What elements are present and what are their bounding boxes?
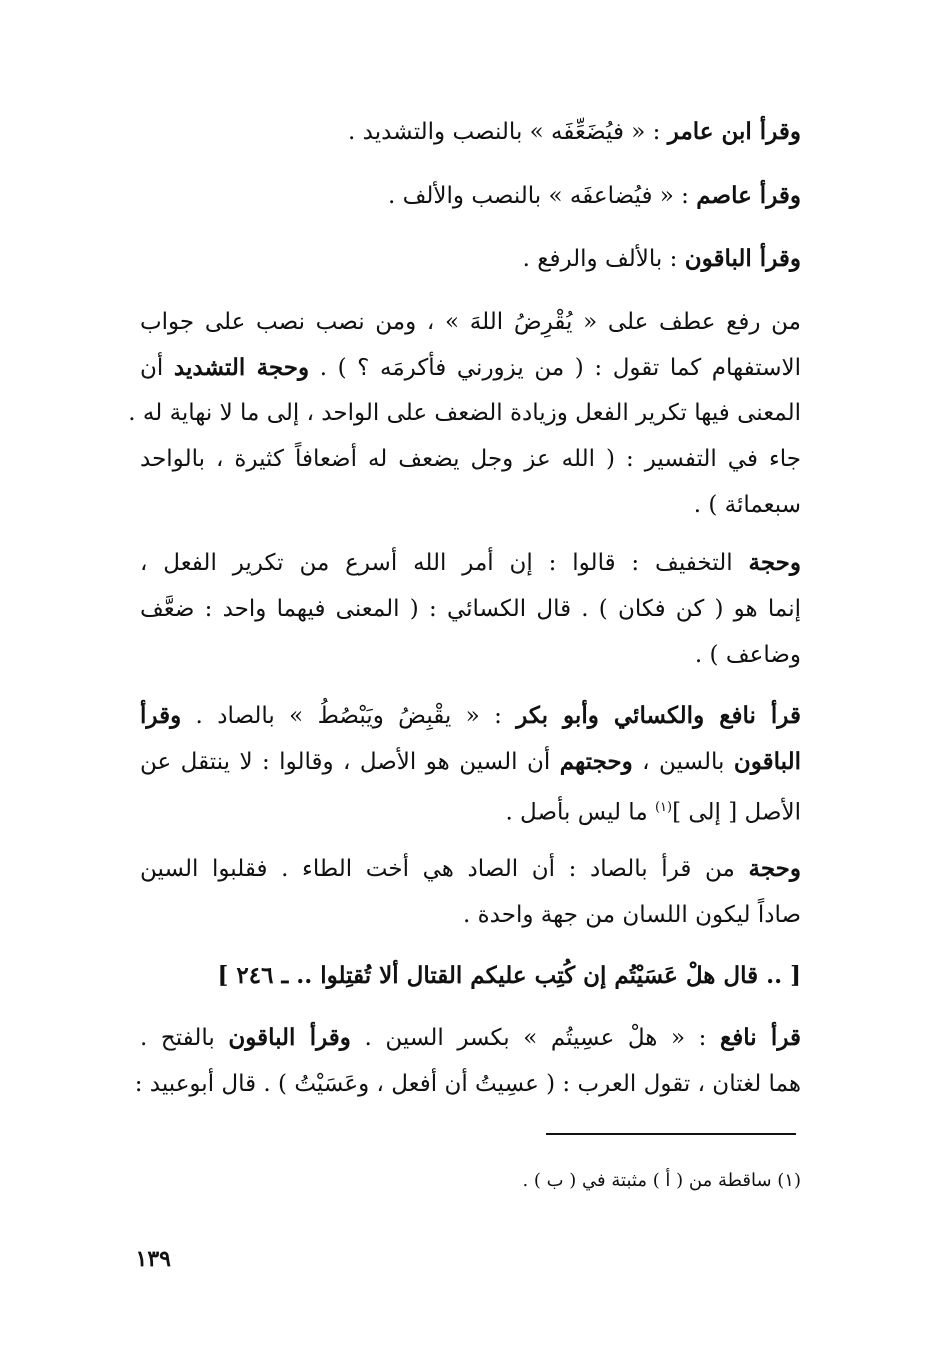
- page-number: ١٣٩: [135, 1246, 171, 1272]
- paragraph-line: قرأ نافع والكسائي وأبو بكر : « يقْبِضُ ويَبْصُطُ » بالصاد . وقرأ: [140, 702, 801, 729]
- reading-line-1: وقرأ ابن عامر : « فيُضَعِّفَه » بالنصب والتشديد .: [348, 118, 801, 145]
- footnote-marker: (١): [654, 800, 673, 815]
- paragraph-line: هما لغتان ، تقول العرب : ( عسِيتُ أن أفعل ، وعَسَيْتُ ) . قال أبوعبيد :: [134, 1071, 801, 1097]
- verse-heading: [ .. قال هلْ عَسَيْتُم إن كُتِب عليكم القتال ألا تُقتِلوا .. ـ ٢٤٦ ]: [217, 962, 801, 989]
- reading-line-2: وقرأ عاصم : « فيُضاعفَه » بالنصب والألف .: [387, 182, 801, 209]
- paragraph-line: سبعمائة ) .: [693, 492, 801, 518]
- footnote-divider: [546, 1133, 796, 1135]
- paragraph-line: الباقون بالسين ، وحجتهم أن السين هو الأصل ، وقالوا : لا ينتقل عن: [140, 748, 801, 775]
- paragraph-line: جاء في التفسير : ( الله عز وجل يضعف له أضعافاً كثيرة ، بالواحد: [140, 446, 801, 472]
- paragraph-line: من رفع عطف على « يُقْرِضُ اللهَ » ، ومن نصب نصب على جواب: [140, 309, 801, 335]
- reading-line-3: وقرأ الباقون : بالألف والرفع .: [522, 245, 801, 272]
- paragraph-line: المعنى فيها تكرير الفعل وزيادة الضعف على الواحد ، إلى ما لا نهاية له .: [128, 400, 801, 426]
- paragraph-line: صاداً ليكون اللسان من جهة واحدة .: [462, 902, 801, 928]
- footnote: (١) ساقطة من ( أ ) مثبتة في ( ب ) .: [522, 1170, 801, 1191]
- paragraph-line: إنما هو ( كن فكان ) . قال الكسائي : ( المعنى فيهما واحد : ضعَّف: [140, 596, 801, 622]
- paragraph-line: الأصل [ إلى ]$^{(١)}$ ما ليس بأصل .: [505, 799, 801, 826]
- paragraph-line: قرأ نافع : « هلْ عسِيتُم » بكسر السين . وقرأ الباقون بالفتح .: [140, 1024, 801, 1051]
- paragraph-line: وضاعف ) .: [694, 642, 801, 668]
- paragraph-line: وحجة التخفيف : قالوا : إن أمر الله أسرع من تكرير الفعل ،: [140, 549, 801, 576]
- paragraph-line: وحجة من قرأ بالصاد : أن الصاد هي أخت الطاء . فقلبوا السين: [140, 855, 801, 882]
- paragraph-line: الاستفهام كما تقول : ( من يزورني فأكرمَه ؟ ) . وحجة التشديد أن: [140, 354, 801, 381]
